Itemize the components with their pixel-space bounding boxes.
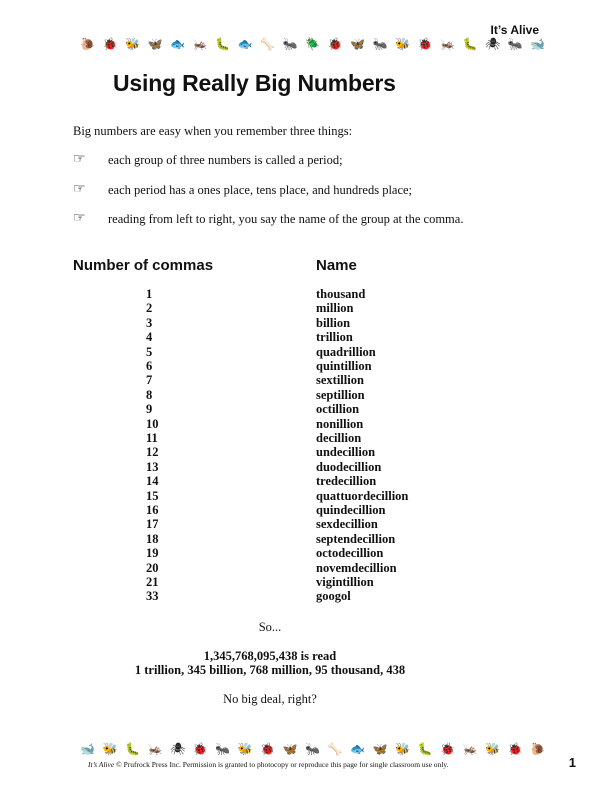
critter-icon: 🐝 bbox=[395, 742, 410, 756]
critter-icon: 🦗 bbox=[440, 37, 455, 51]
example-number: 1,345,768,095,438 is read bbox=[203, 649, 337, 663]
top-icon-border bbox=[80, 37, 544, 51]
bullet-text: reading from left to right, you say the name of the group at the comma. bbox=[108, 212, 464, 226]
number-name: octodecillion bbox=[316, 546, 384, 561]
critter-icon: 🐋 bbox=[80, 742, 95, 756]
critter-icon: 🐜 bbox=[507, 37, 523, 51]
page-number: 1 bbox=[568, 755, 576, 770]
critter-icon: 🦗 bbox=[462, 742, 478, 756]
critter-icon: 🐞 bbox=[417, 37, 433, 51]
bottom-icon-border bbox=[80, 742, 544, 756]
number-name: quattuordecillion bbox=[316, 488, 409, 503]
comma-count: 16 bbox=[146, 503, 159, 517]
critter-icon: 🐜 bbox=[372, 37, 388, 51]
critter-icon: 🐌 bbox=[530, 742, 545, 756]
critter-icon: 🐛 bbox=[125, 742, 140, 756]
critter-icon: 🐛 bbox=[215, 37, 230, 51]
number-name: trillion bbox=[316, 330, 353, 345]
running-header: It’s Alive bbox=[490, 23, 539, 37]
comma-count: 21 bbox=[146, 575, 159, 589]
number-name: duodecillion bbox=[316, 459, 382, 474]
critter-icon: 🕷 bbox=[170, 742, 186, 756]
bullet-item bbox=[73, 212, 468, 227]
critter-icon: 🐞 bbox=[327, 37, 343, 51]
number-name: quindecillion bbox=[316, 503, 386, 517]
comma-count: 10 bbox=[146, 416, 159, 431]
number-name: sextillion bbox=[316, 373, 364, 388]
number-name: decillion bbox=[316, 431, 362, 445]
critter-icon: 🐜 bbox=[282, 37, 298, 51]
page-title: Using Really Big Numbers bbox=[113, 70, 396, 96]
comma-count: 19 bbox=[146, 546, 159, 561]
comma-count: 5 bbox=[146, 344, 153, 359]
pointing-hand-icon: ☞ bbox=[73, 182, 86, 197]
comma-count: 13 bbox=[146, 459, 159, 474]
comma-count: 3 bbox=[146, 315, 153, 330]
critter-icon: 🐜 bbox=[215, 742, 230, 756]
number-name: googol bbox=[316, 589, 351, 604]
critter-icon: 🐞 bbox=[102, 37, 118, 51]
comma-count: 4 bbox=[146, 330, 153, 345]
critter-icon: 🐛 bbox=[417, 742, 433, 756]
number-name: novemdecillion bbox=[316, 560, 397, 575]
critter-icon: 🐞 bbox=[440, 742, 455, 756]
pointing-hand-icon: ☞ bbox=[73, 152, 86, 167]
transition-text: So... bbox=[258, 620, 282, 634]
critter-icon: 🐞 bbox=[507, 742, 523, 756]
critter-icon: 🦋 bbox=[350, 37, 365, 51]
number-name: vigintillion bbox=[316, 575, 374, 589]
comma-count: 20 bbox=[146, 560, 159, 575]
critter-icon: 🐝 bbox=[237, 742, 253, 756]
critter-icon: 🐞 bbox=[260, 742, 275, 756]
bullet-item bbox=[73, 183, 468, 198]
column-header-name: Name bbox=[316, 257, 357, 274]
critter-icon: 🐟 bbox=[350, 742, 365, 756]
bullet-text: each period has a ones place, tens place, and hundreds place; bbox=[108, 183, 413, 197]
comma-count: 6 bbox=[146, 359, 153, 373]
number-name: million bbox=[316, 301, 354, 316]
critter-icon: 🦗 bbox=[192, 37, 208, 51]
critter-icon: 🪲 bbox=[305, 37, 320, 51]
critter-icon: 🐟 bbox=[237, 37, 253, 51]
bullet-text: each group of three numbers is called a period; bbox=[108, 153, 343, 167]
critter-icon: 🐛 bbox=[462, 37, 478, 51]
comma-count: 8 bbox=[146, 387, 153, 402]
critter-icon: 🐝 bbox=[102, 742, 118, 756]
column-header-commas: Number of commas bbox=[73, 257, 214, 274]
critter-icon: 🦴 bbox=[327, 742, 343, 756]
critter-icon: 🦗 bbox=[147, 742, 163, 756]
copyright-footer bbox=[88, 760, 449, 769]
intro-text: Big numbers are easy when you remember three things: bbox=[73, 124, 353, 138]
comma-count: 1 bbox=[146, 287, 153, 301]
number-name: septendecillion bbox=[316, 531, 396, 546]
number-name: quadrillion bbox=[316, 344, 376, 359]
critter-icon: 🐟 bbox=[170, 37, 185, 51]
number-name: thousand bbox=[316, 287, 366, 301]
critter-icon: 🐌 bbox=[80, 37, 95, 51]
critter-icon: 🦋 bbox=[282, 742, 298, 756]
critter-icon: 🐋 bbox=[530, 37, 545, 51]
critter-icon: 🦋 bbox=[147, 37, 163, 51]
footer-text: © Prufrock Press Inc. Permission is granted to photocopy or reproduce this page for single classroom use only. bbox=[114, 760, 449, 769]
comma-count: 18 bbox=[146, 531, 159, 546]
critter-icon: 🐝 bbox=[125, 37, 140, 51]
critter-icon: 🐜 bbox=[305, 742, 320, 756]
pointing-hand-icon: ☞ bbox=[73, 211, 86, 226]
comma-count: 15 bbox=[146, 488, 159, 503]
number-name: octillion bbox=[316, 402, 360, 417]
number-name: septillion bbox=[316, 387, 365, 402]
critter-icon: 🦋 bbox=[372, 742, 388, 756]
comma-count: 12 bbox=[146, 445, 159, 460]
comma-count: 7 bbox=[146, 373, 153, 388]
number-name: billion bbox=[316, 315, 351, 330]
number-name: quintillion bbox=[316, 359, 372, 373]
number-name: tredecillion bbox=[316, 474, 377, 489]
comma-count: 33 bbox=[146, 589, 159, 604]
comma-count: 9 bbox=[146, 402, 153, 417]
critter-icon: 🐝 bbox=[485, 742, 500, 756]
number-name: sexdecillion bbox=[316, 517, 378, 532]
comma-count: 11 bbox=[146, 431, 158, 445]
footer-book-title: It’s Alive bbox=[88, 760, 115, 769]
bullet-item bbox=[73, 153, 468, 168]
comma-count: 17 bbox=[146, 517, 159, 532]
comma-count: 14 bbox=[146, 474, 159, 489]
comma-count: 2 bbox=[146, 301, 153, 316]
critter-icon: 🕷 bbox=[485, 37, 501, 51]
critter-icon: 🐞 bbox=[192, 742, 208, 756]
example-reading: 1 trillion, 345 billion, 768 million, 95 thousand, 438 bbox=[134, 663, 406, 677]
number-name: undecillion bbox=[316, 445, 376, 460]
critter-icon: 🐝 bbox=[395, 37, 410, 51]
closing-text: No big deal, right? bbox=[223, 692, 317, 706]
number-name: nonillion bbox=[316, 416, 364, 431]
critter-icon: 🦴 bbox=[260, 37, 275, 51]
